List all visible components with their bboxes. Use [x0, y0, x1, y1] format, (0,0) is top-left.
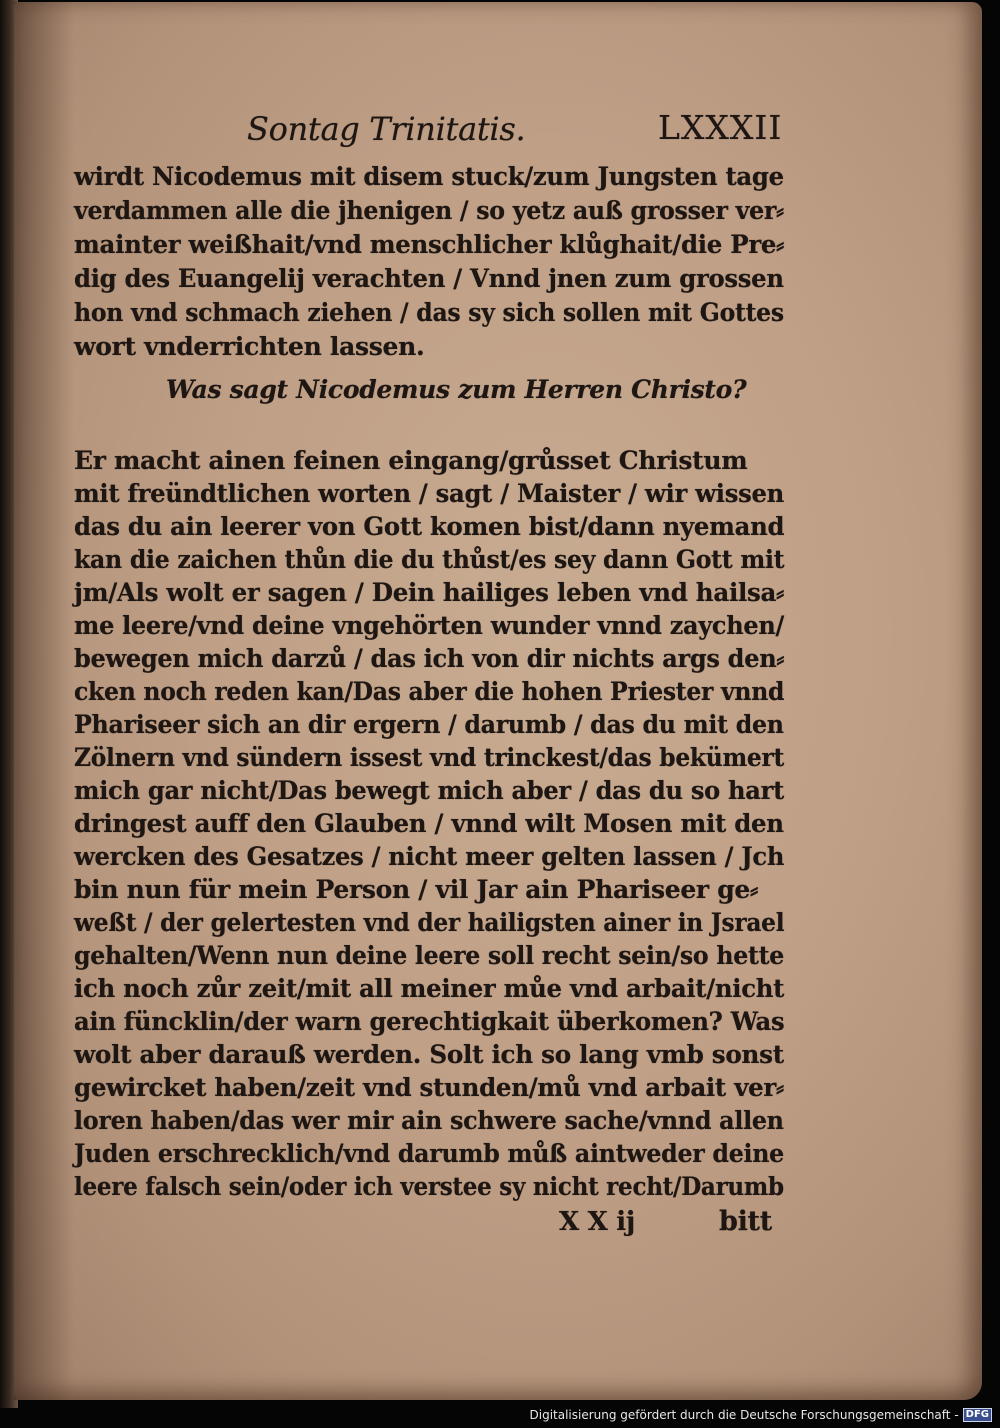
text-line: ain füncklin/der warn gerechtigkait überkomen? Was [74, 1007, 785, 1036]
dfg-logo: DFG [963, 1408, 992, 1422]
text-line: hon vnd schmach ziehen / das sy sich sollen mit Gottes [74, 298, 784, 327]
text-line: ich noch zůr zeit/mit all meiner můe vnd arbait/nicht [74, 974, 785, 1003]
digitization-credit [530, 1408, 993, 1422]
text-line: jm/Als wolt er sagen / Dein hailiges leben vnd hailsa⸗ [74, 578, 784, 607]
text-line: verdammen alle die jhenigen / so yetz auß grosser ver⸗ [74, 196, 784, 225]
text-line: dringest auff den Glauben / vnnd wilt Mosen mit den [74, 809, 784, 838]
text-line: bewegen mich darzů / das ich von dir nichts args den⸗ [74, 644, 785, 673]
text-line: mainter weißhait/vnd menschlicher klůghait/die Pre⸗ [74, 230, 785, 259]
signature-mark: X X ij [559, 1207, 635, 1237]
text-line: wercken des Gesatzes / nicht meer gelten lassen / Jch [74, 842, 785, 871]
text-line: mit freündtlichen worten / sagt / Maister / wir wissen [74, 479, 785, 508]
text-line: weßt / der gelertesten vnd der hailigsten ainer in Jsrael [74, 908, 785, 937]
text-line: leere falsch sein/oder ich verstee sy nicht recht/Darumb [74, 1172, 784, 1201]
text-line: Er macht ainen feinen eingang/grůsset Christum [74, 446, 748, 475]
text-line: wirdt Nicodemus mit disem stuck/zum Jungsten tage [74, 162, 784, 191]
text-line: loren haben/das wer mir ain schwere sache/vnnd allen [74, 1106, 784, 1135]
running-title: Sontag Trinitatis. [247, 110, 526, 148]
text-line: kan die zaichen thůn die du thůst/es sey dann Gott mit [74, 545, 785, 574]
catchword: bitt [719, 1206, 772, 1237]
text-line: dig des Euangelij verachten / Vnnd jnen zum grossen [74, 264, 784, 293]
text-line: Zölnern vnd sündern issest vnd trinckest/das bekümert [74, 743, 785, 772]
text-line: wolt aber darauß werden. Solt ich so lang vmb sonst [74, 1040, 784, 1069]
folio-number: LXXXII [658, 108, 783, 147]
text-line: gehalten/Wenn nun deine leere soll recht sein/so hette [74, 941, 784, 970]
section-question: Was sagt Nicodemus zum Herren Christo? [166, 375, 747, 404]
text-line: mich gar nicht/Das bewegt mich aber / das du so hart [74, 776, 784, 805]
text-line: wort vnderrichten lassen. [74, 332, 425, 361]
text-line: Phariseer sich an dir ergern / darumb / das du mit den [74, 710, 784, 739]
text-line: bin nun für mein Person / vil Jar ain Phariseer ge⸗ [74, 875, 759, 904]
text-line: das du ain leerer von Gott komen bist/dann nyemand [74, 512, 785, 541]
credit-text: Digitalisierung gefördert durch die Deutsche Forschungsgemeinschaft - [529, 1408, 959, 1422]
text-line: gewircket haben/zeit vnd stunden/mů vnd arbait ver⸗ [74, 1073, 784, 1102]
text-line: me leere/vnd deine vngehörten wunder vnnd zaychen/ [74, 611, 784, 640]
text-line: Juden erschrecklich/vnd darumb můß aintweder deine [74, 1139, 784, 1168]
text-line: cken noch reden kan/Das aber die hohen Priester vnnd [74, 677, 785, 706]
book-page [14, 2, 982, 1400]
